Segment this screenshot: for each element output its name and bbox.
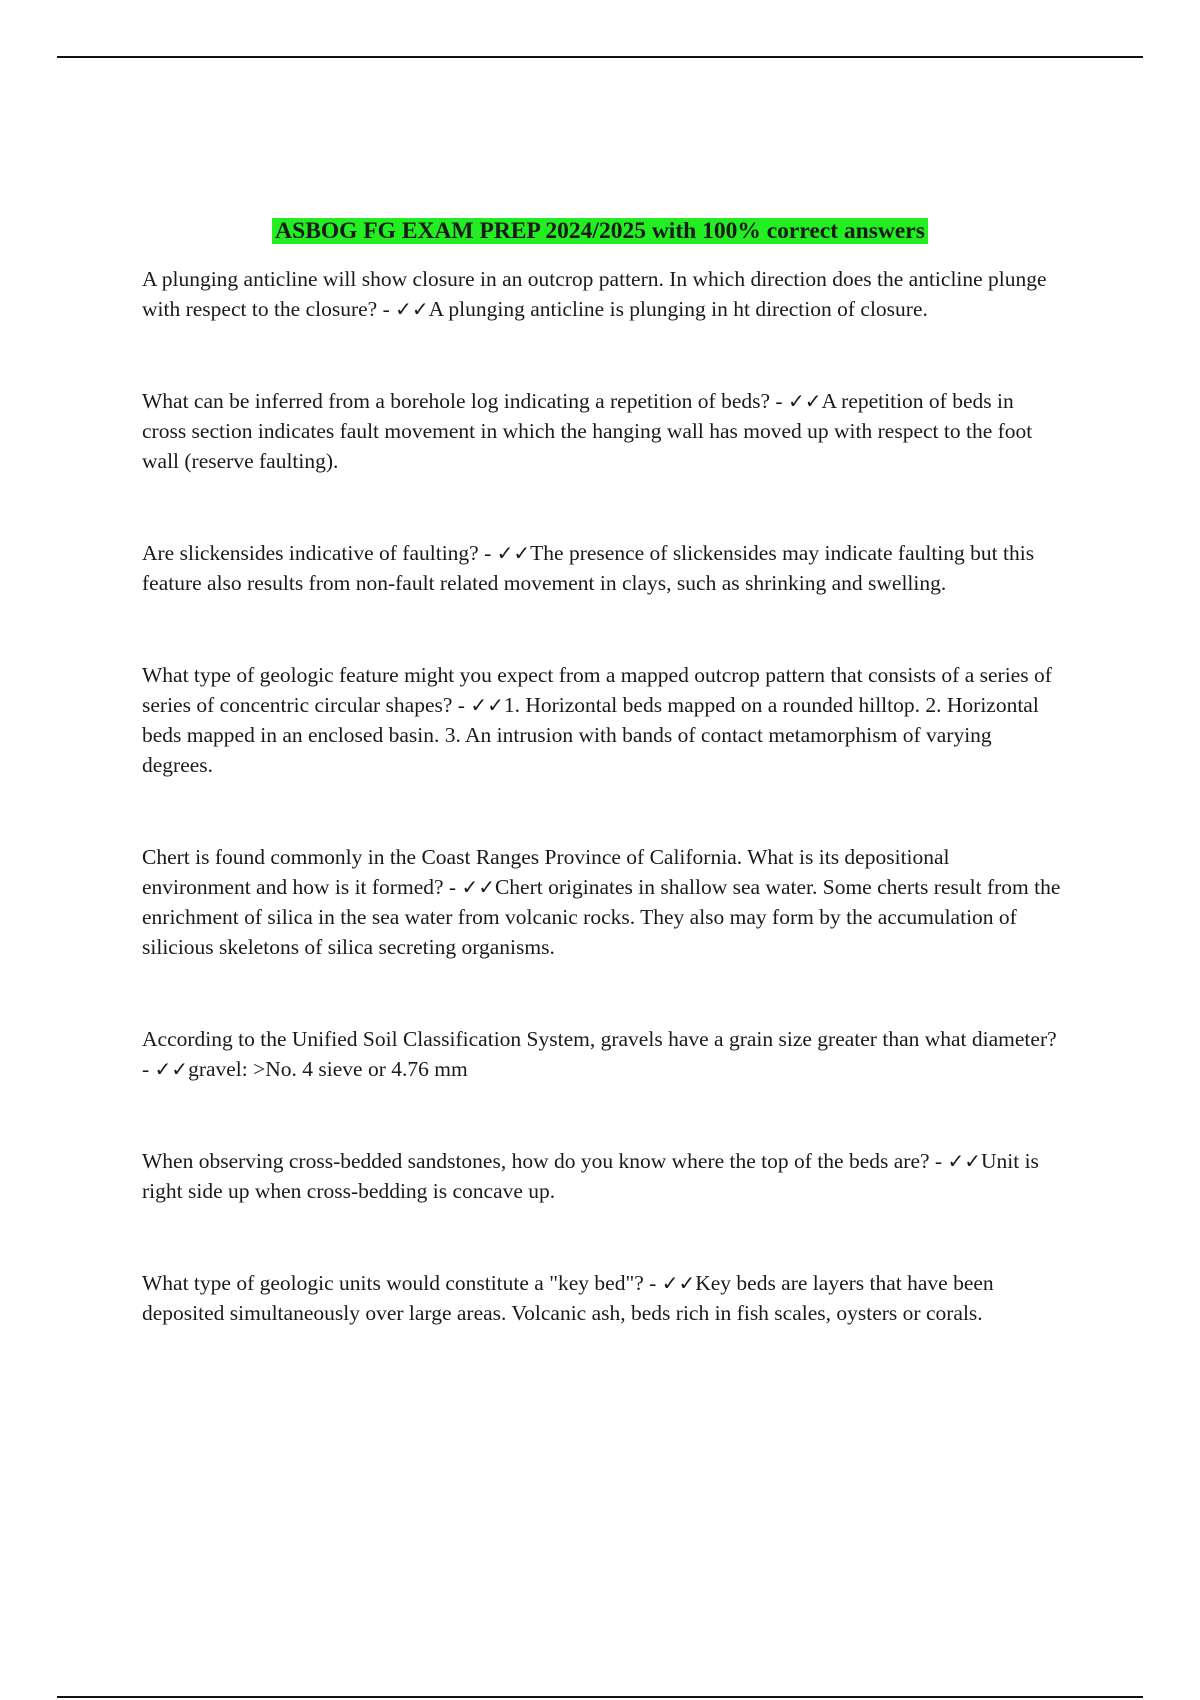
answer-text: Key beds are layers that have been deposited simultaneously over large areas. Volcanic ash, beds rich in fish scales, oysters or corals. bbox=[142, 1271, 994, 1325]
qa-item bbox=[142, 264, 1062, 324]
question-text: What type of geologic feature might you expect from a mapped outcrop pattern that consists of a series of series of concentric circular shapes? - bbox=[142, 663, 1052, 717]
check-mark-icon: ✓✓ bbox=[947, 1149, 981, 1173]
answer-text: Unit is right side up when cross-bedding is concave up. bbox=[142, 1149, 1039, 1203]
document-title bbox=[0, 216, 1200, 246]
check-mark-icon: ✓✓ bbox=[496, 541, 531, 565]
answer-text: gravel: >No. 4 sieve or 4.76 mm bbox=[188, 1057, 468, 1081]
question-text: Chert is found commonly in the Coast Ranges Province of California. What is its depositional environment and how is it formed? - bbox=[142, 845, 950, 899]
question-text: Are slickensides indicative of faulting? - bbox=[142, 541, 492, 565]
bottom-divider bbox=[57, 1696, 1143, 1698]
qa-item bbox=[142, 1146, 1062, 1206]
qa-list bbox=[142, 264, 1062, 1328]
document-title-text: ASBOG FG EXAM PREP 2024/2025 with 100% correct answers bbox=[272, 218, 928, 244]
check-mark-icon: ✓✓ bbox=[461, 875, 495, 899]
top-divider bbox=[57, 56, 1143, 58]
qa-item bbox=[142, 842, 1062, 962]
qa-item bbox=[142, 1268, 1062, 1328]
question-text: What can be inferred from a borehole log indicating a repetition of beds? - bbox=[142, 389, 783, 413]
question-text: What type of geologic units would constitute a "key bed"? - bbox=[142, 1271, 657, 1295]
qa-item bbox=[142, 386, 1062, 476]
check-mark-icon: ✓✓ bbox=[787, 389, 822, 413]
question-text: According to the Unified Soil Classification System, gravels have a grain size greater than what diameter? - bbox=[142, 1027, 1057, 1081]
question-text: When observing cross-bedded sandstones, how do you know where the top of the beds are? - bbox=[142, 1149, 943, 1173]
check-mark-icon: ✓✓ bbox=[661, 1271, 696, 1295]
answer-text: A repetition of beds in cross section indicates fault movement in which the hanging wall has moved up with respect to the foot wall (reserve faulting). bbox=[142, 389, 1033, 473]
qa-item bbox=[142, 538, 1062, 598]
answer-text: A plunging anticline is plunging in ht direction of closure. bbox=[428, 297, 928, 321]
answer-text: 1. Horizontal beds mapped on a rounded hilltop. 2. Horizontal beds mapped in an enclosed basin. 3. An intrusion with bands of contact metamorphism of varying degrees. bbox=[142, 693, 1039, 777]
answer-text: Chert originates in shallow sea water. Some cherts result from the enrichment of silica in the sea water from volcanic rocks. They also may form by the accumulation of silicious skeletons of silica secreting organisms. bbox=[142, 875, 1061, 959]
question-text: A plunging anticline will show closure in an outcrop pattern. In which direction does the anticline plunge with respect to the closure? - bbox=[142, 267, 1047, 321]
check-mark-icon: ✓✓ bbox=[154, 1057, 189, 1081]
check-mark-icon: ✓✓ bbox=[395, 297, 429, 321]
qa-item bbox=[142, 1024, 1062, 1084]
qa-item bbox=[142, 660, 1062, 780]
check-mark-icon: ✓✓ bbox=[470, 693, 504, 717]
answer-text: The presence of slickensides may indicate faulting but this feature also results from non-fault related movement in clays, such as shrinking and swelling. bbox=[142, 541, 1035, 595]
